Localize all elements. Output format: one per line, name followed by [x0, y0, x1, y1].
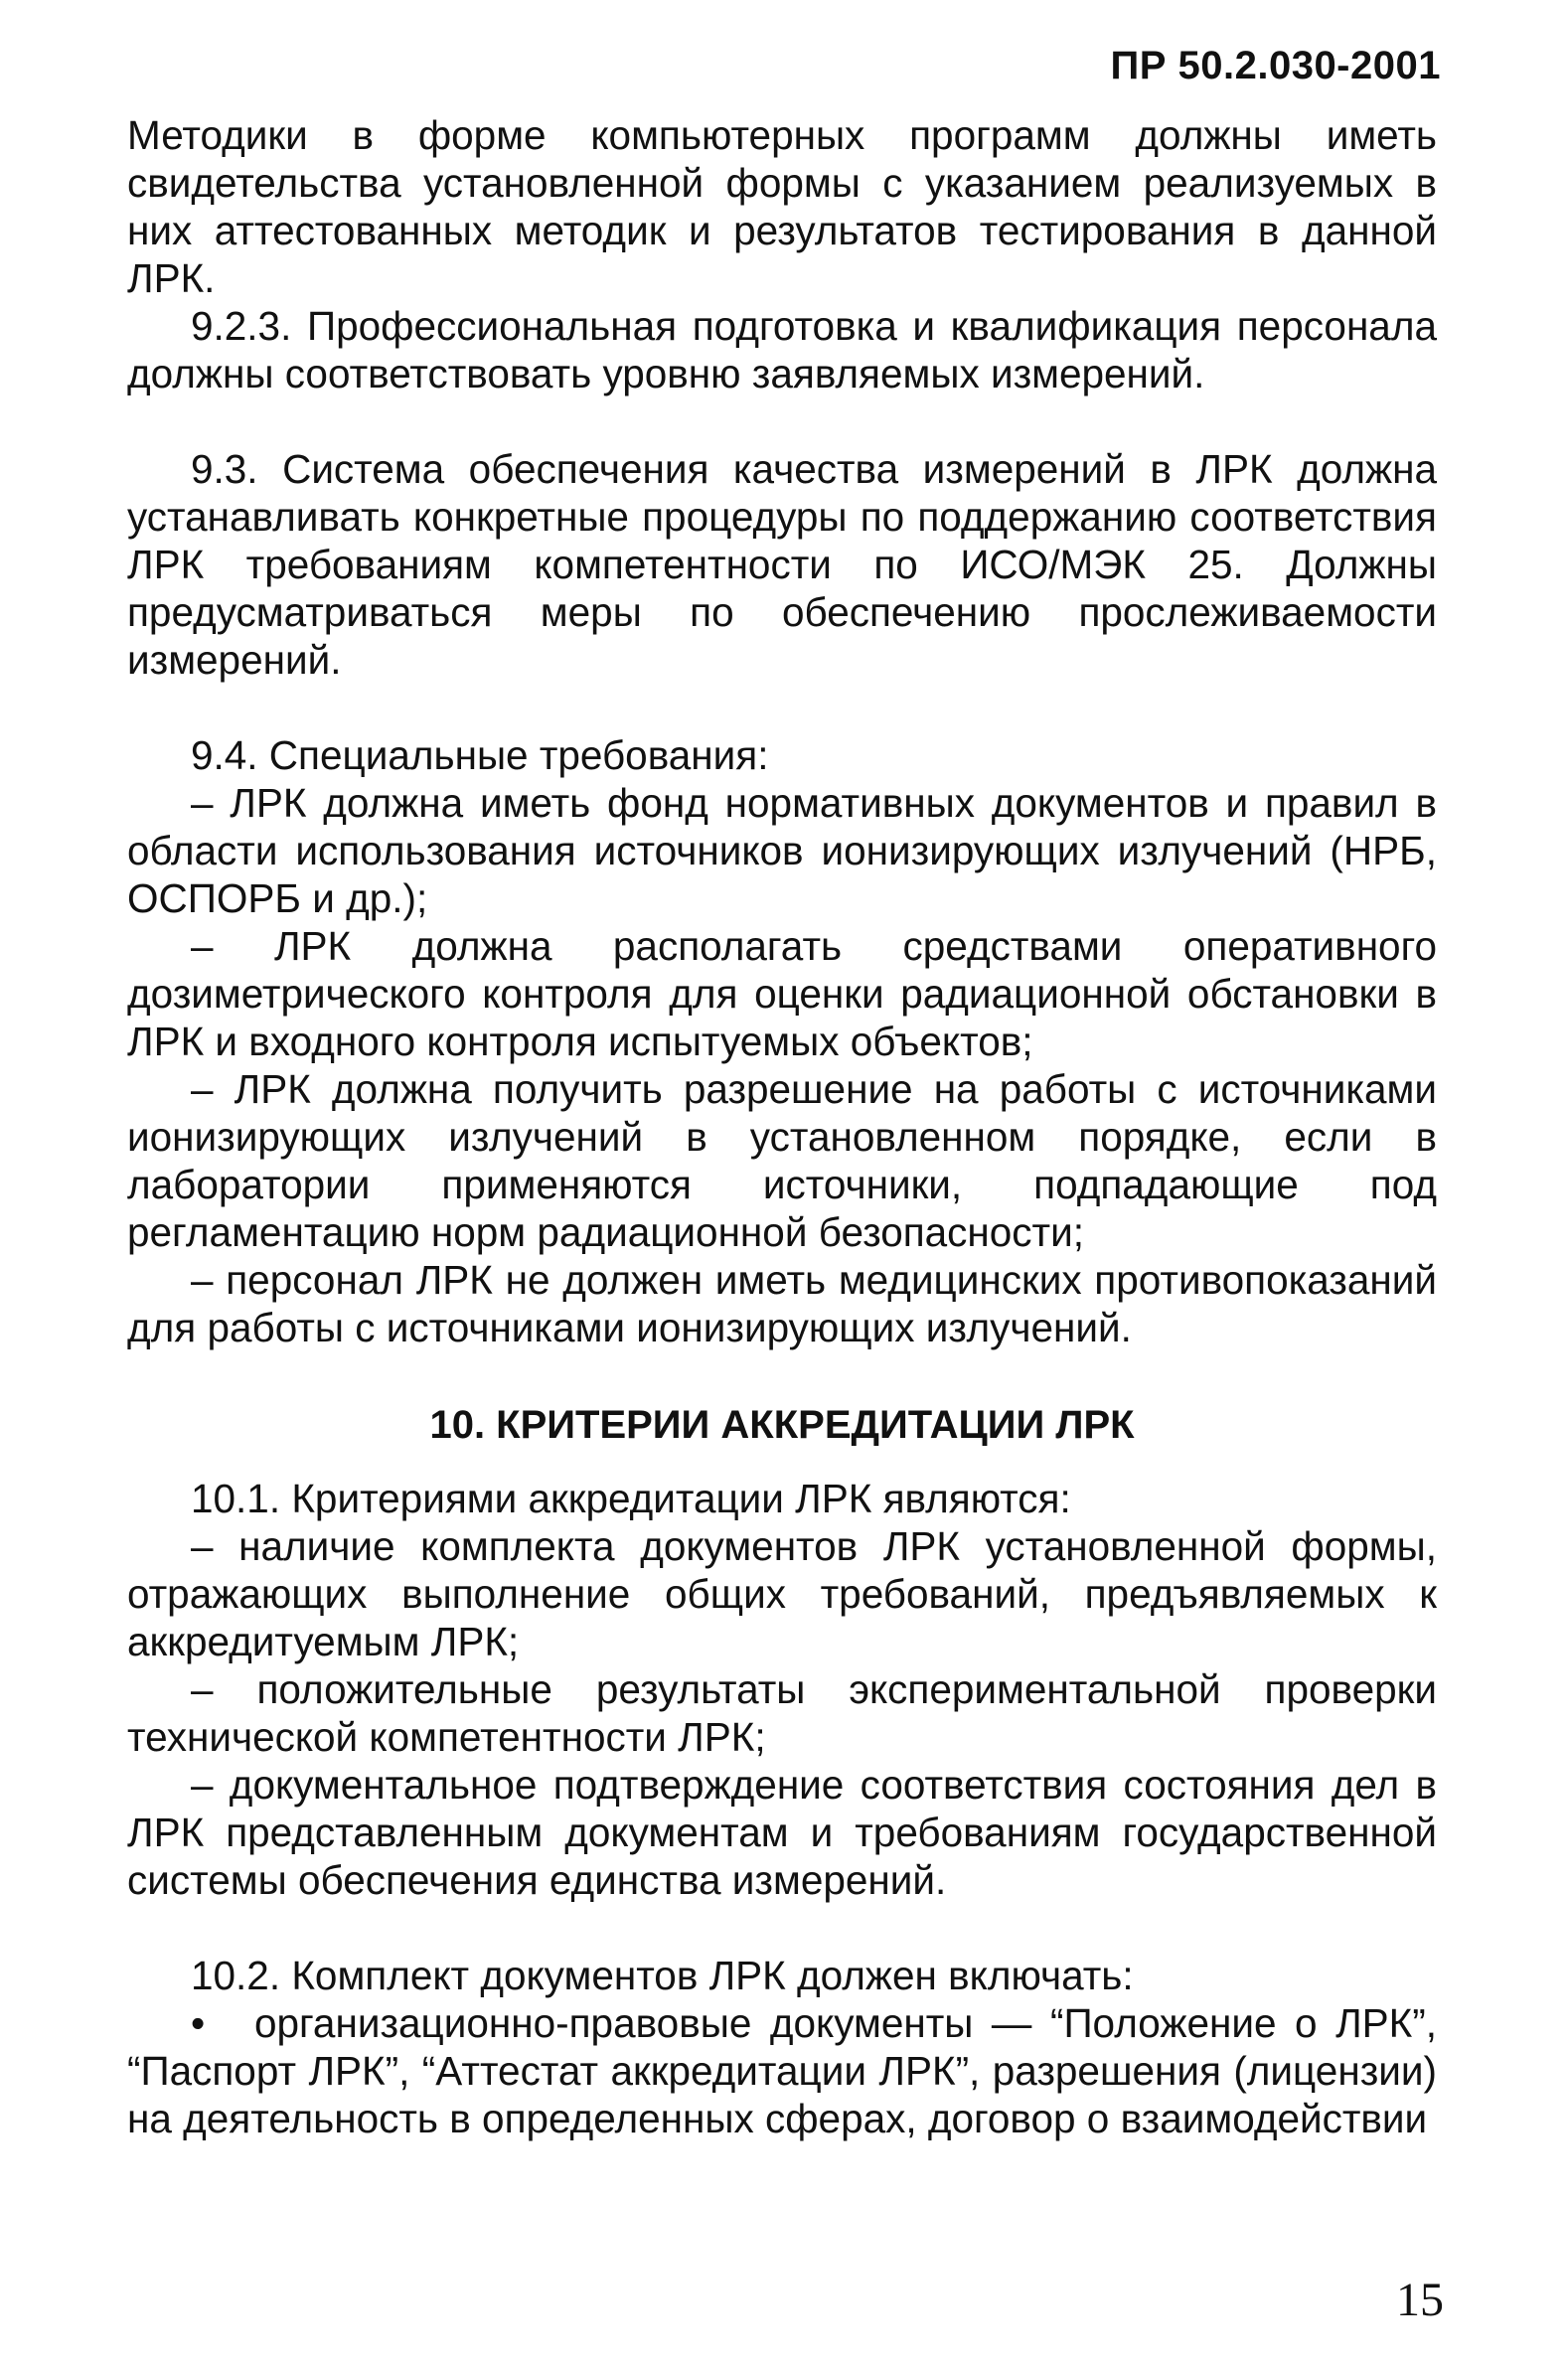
list-item: – ЛРК должна иметь фонд нормативных документов и правил в области использования источников ионизирующих излучений (НРБ, ОСПОРБ и др.);	[127, 780, 1437, 921]
paragraph-9-3: 9.3. Система обеспечения качества измерений в ЛРК должна устанавливать конкретные процедуры по поддержанию соответствия ЛРК требованиям компетентности по ИСО/МЭК 25. Должны предусматриваться меры по обеспечению прослеживаемости измерений.	[127, 446, 1437, 683]
paragraph-9-4: 9.4. Специальные требования:	[191, 732, 769, 778]
paragraph-9-2-3: 9.2.3. Профессиональная подготовка и квалификация персонала должны соответствовать уровню заявляемых измерений.	[127, 303, 1437, 396]
list-item: – ЛРК должна получить разрешение на работы с источниками ионизирующих излучений в установленном порядке, если в лаборатории применяются источники, подпадающие под регламентацию норм радиационной безопасности;	[127, 1066, 1437, 1255]
paragraph-10-1: 10.1. Критериями аккредитации ЛРК являются:	[191, 1476, 1071, 1521]
list-item: – положительные результаты экспериментальной проверки технической компетентности ЛРК;	[127, 1666, 1437, 1760]
page-number: 15	[1396, 2274, 1444, 2326]
list-item: – наличие комплекта документов ЛРК установленной формы, отражающих выполнение общих требований, предъявляемых к аккредитуемым ЛРК;	[127, 1523, 1437, 1664]
paragraph: Методики в форме компьютерных программ должны иметь свидетельства установленной формы с указанием реализуемых в них аттестованных методик и результатов тестирования в данной ЛРК.	[127, 112, 1437, 301]
document-code: ПР 50.2.030-2001	[1110, 44, 1441, 87]
list-item: – документальное подтверждение соответствия состояния дел в ЛРК представленным документам и требованиям государственной системы обеспечения единства измерений.	[127, 1762, 1437, 1903]
bullet-text: организационно-правовые документы — “Положение о ЛРК”, “Паспорт ЛРК”, “Аттестат аккредитации ЛРК”, разрешения (лицензии) на деятельность в определенных сферах, договор о взаимодействии	[127, 2000, 1437, 2141]
list-item: – персонал ЛРК не должен иметь медицинских противопоказаний для работы с источниками ионизирующих излучений.	[127, 1257, 1437, 1350]
body-text	[127, 111, 1437, 2142]
bullet-icon: •	[191, 2000, 206, 2046]
list-item: – ЛРК должна располагать средствами оперативного дозиметрического контроля для оценки радиационной обстановки в ЛРК и входного контроля испытуемых объектов;	[127, 923, 1437, 1064]
bullet-item	[127, 1999, 1437, 2142]
paragraph-10-2: 10.2. Комплект документов ЛРК должен включать:	[191, 1953, 1134, 1998]
section-heading: 10. КРИТЕРИИ АККРЕДИТАЦИИ ЛРК	[429, 1403, 1135, 1447]
